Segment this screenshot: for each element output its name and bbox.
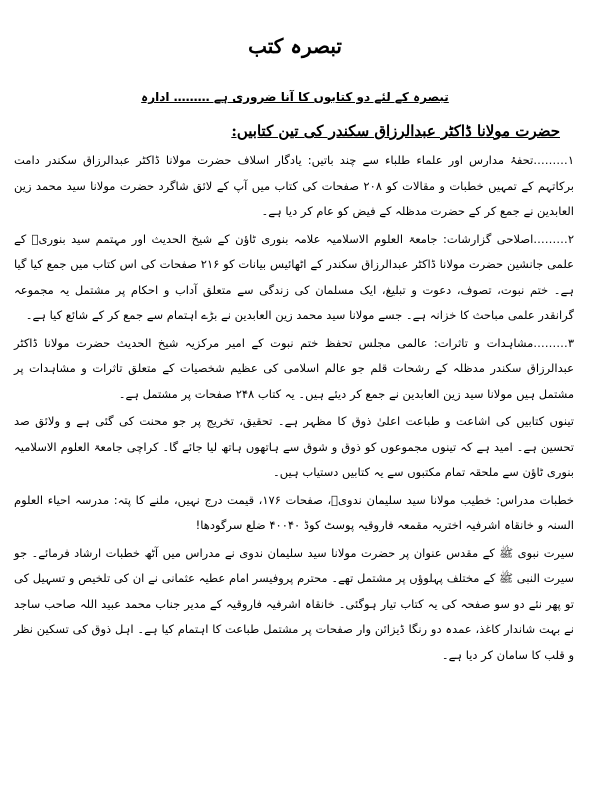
page-title: تبصرہ کتب [248, 34, 342, 58]
review-paragraph-4: تینوں کتابیں کی اشاعت و طباعت اعلیٰ ذوق کا مظہر ہے۔ تحقیق، تخریج پر جو محنت کی گئی ہے و ولائق صد تحسین ہے۔ امید ہے کہ تینوں مجموعوں کو ذوق و شوق سے ہاتھوں ہاتھ لیا جائے گا۔ کراچی جامعۃ العلوم الاسلامیہ بنوری ٹاؤن سے ملحقہ تمام مکتبوں سے یہ کتابیں دستیاب ہیں۔ [14, 414, 574, 479]
review-paragraph-6: سیرت نبوی ﷺ کے مقدس عنوان پر حضرت مولانا سید سلیمان ندوی نے مدراس میں آٹھ خطبات ارشاد فرمائے۔ جو سیرت النبی ﷺ کے مختلف پہلوؤں پر مشتمل تھے۔ محترم پروفیسر امام عطیہ عثمانی نے ان کی تلخیص و تسہیل کی تو پھر نئے دو سو صفحہ کی یہ کتاب تیار ہوگئی۔ خانقاہ اشرفیہ فاروقیہ کے مدیر جناب محمد عبید اللہ صاحب ساجد نے بہت شاندار کاغذ، عمدہ دو رنگا ڈیزائن وار صفحات پر مشتمل طباعت کا اہتمام کیا ہے۔ اہل ذوق کی تسکین نظر و قلب کا سامان کر دیا ہے۔ [14, 545, 574, 662]
review-paragraph-2: ۲………اصلاحی گزارشات: جامعۃ العلوم الاسلامیہ علامہ بنوری ٹاؤن کے شیخ الحدیث اور مہتمم سید بنوریؒ کے علمی جانشین حضرت مولانا ڈاکٹر عبدالرزاق سکندر کے اٹھائیس بیانات کو ۲۱۶ صفحات کی اس کتاب میں جمع کیا گیا ہے۔ ختم نبوت، تصوف، دعوت و تبلیغ، ایک مسلمان کی زندگی سے متعلق آداب و احکام پر مشتمل یہ مجموعہ گرانقدر علمی مباحث کا خزانہ ہے۔ جسے مولانا سید محمد زین العابدین نے بڑے اہتمام سے جمع کر کے شائع کیا ہے۔ [14, 231, 574, 322]
review-paragraph-3: ۳………مشاہدات و تاثرات: عالمی مجلس تحفظ ختم نبوت کے امیر مرکزیہ شیخ الحدیث حضرت مولانا ڈاکٹر عبدالرزاق سکندر مدظلہ کے رشحات قلم جو عالم اسلامی کی عظیم شخصیات کے متعلق تاثرات و مشاہدات پر مشتمل ہیں مولانا سید زین العابدین نے جمع کر دیئے ہیں۔ یہ کتاب ۲۴۸ صفحات پر مشتمل ہے۔ [14, 335, 574, 401]
editorial-note: تبصرہ کے لئے دو کتابوں کا آنا ضروری ہے ……… ادارہ [141, 90, 449, 104]
section-heading: حضرت مولانا ڈاکٹر عبدالرزاق سکندر کی تین کتابیں: [231, 122, 560, 140]
review-body [14, 148, 574, 670]
review-paragraph-1: ۱………تحفۂ مدارس اور علماء طلباء سے چند باتیں: یادگار اسلاف حضرت مولانا ڈاکٹر عبدالرزاق سکندر دامت برکاتہم کے تمہیں خطبات و مقالات کو ۲۰۸ صفحات کی کتاب میں آپ کے لائق شاگرد حضرت مولانا سید محمد زین العابدین نے جمع کر کے حضرت مدظلہ کے فیض کو عام کر دیا ہے۔ [14, 153, 574, 218]
review-paragraph-5: خطبات مدراس: خطیب مولانا سید سلیمان ندویؒ، صفحات ۱۷۶، قیمت درج نہیں، ملنے کا پتہ: مدرسہ احیاء العلوم السنہ و خانقاہ اشرفیہ اختریہ مقمعہ فاروقیہ پوسٹ کوڈ ۴۰۰۴۰ ضلع سرگودھا! [14, 492, 574, 532]
